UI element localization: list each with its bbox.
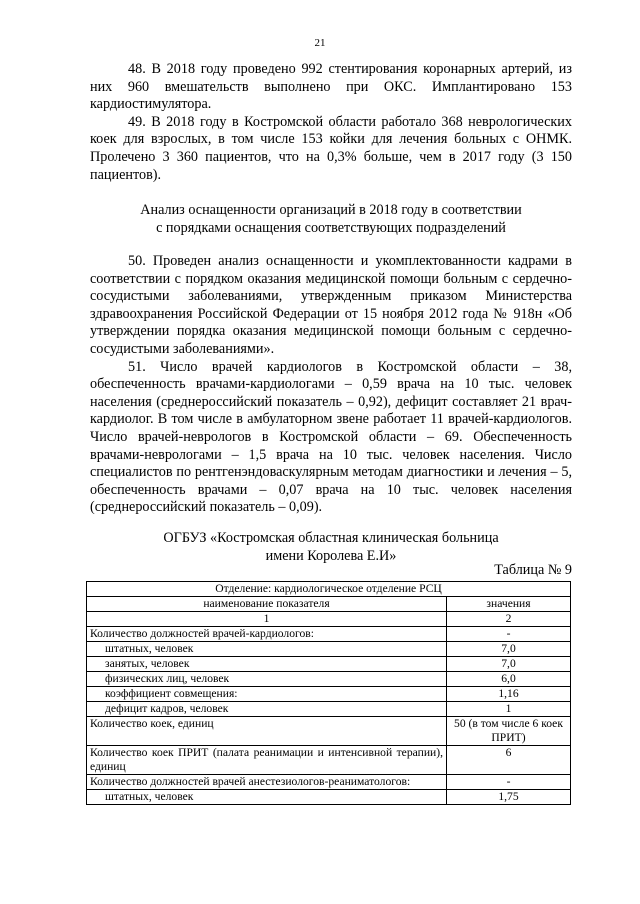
table-col1-header: наименование показателя: [87, 597, 447, 612]
paragraph-51: 51. Число врачей кардиологов в Костромской области – 38, обеспеченность врачами-кардиологами – 0,59 врача на 10 тыс. человек населения (среднероссийский показатель – 0,92), дефицит составляет 21 врач-кардиолог. В том числе в амбулаторном звене работает 11 врачей-кардиологов. Число врачей-неврологов в Костромской области – 69. Обеспеченность врачами-неврологами – 1,5 врача на 10 тыс. человек населения. Число специалистов по рентгенэндоваскулярным методам диагностики и лечения – 5, обеспеченность врачами – 0,07 врача на 10 тыс. человек населения (среднероссийский показатель – 0,09).: [90, 358, 572, 516]
paragraph-48: 48. В 2018 году проведено 992 стентирования коронарных артерий, из них 960 вмешательств выполнено при ОКС. Имплантировано 153 кардиостимулятора.: [90, 61, 572, 113]
table-row-label: коэффициент совмещения:: [87, 687, 447, 702]
org-title-line-2: имени Королева Е.И»: [265, 547, 397, 564]
table-row-label: штатных, человек: [87, 790, 447, 805]
data-table: [86, 581, 571, 805]
table-row: [87, 775, 571, 790]
text-block-mid: [90, 253, 572, 517]
table-row-value: 7,0: [447, 657, 571, 672]
table-row-label: Количество должностей врачей анестезиологов-реаниматологов:: [87, 775, 447, 790]
table-row-value: 6: [447, 746, 571, 775]
table-row-value: 1: [447, 702, 571, 717]
table-row-value: 50 (в том числе 6 коек ПРИТ): [447, 717, 571, 746]
text-block-top: [90, 61, 572, 184]
org-title: [90, 530, 572, 565]
table-row: [87, 642, 571, 657]
table-number: Таблица № 9: [494, 562, 572, 578]
table-row: [87, 746, 571, 775]
table-row: [87, 717, 571, 746]
paragraph-49: 49. В 2018 году в Костромской области работало 368 неврологических коек для взрослых, в том числе 153 койки для лечения больных с ОНМК. Пролечено 3 360 пациентов, что на 0,3% больше, чем в 2017 году (3 150 пациентов).: [90, 113, 572, 183]
table-row-label: дефицит кадров, человек: [87, 702, 447, 717]
table-row: [87, 702, 571, 717]
table-row: [87, 627, 571, 642]
table-row-label: физических лиц, человек: [87, 672, 447, 687]
section-title-line-2: с порядками оснащения соответствующих подразделений: [156, 219, 506, 236]
table-row-value: 7,0: [447, 642, 571, 657]
table-row-label: Количество коек ПРИТ (палата реанимации и интенсивной терапии), единиц: [87, 746, 447, 775]
table-number-row: [87, 612, 571, 627]
table-row: [87, 657, 571, 672]
page-number: 21: [314, 37, 326, 49]
paragraph-50: 50. Проведен анализ оснащенности и укомплектованности кадрами в соответствии с порядком оказания медицинской помощи больным с сердечно-сосудистыми заболеваниями, утвержденным приказом Министерства здравоохранения Российской Федерации от 15 ноября 2012 года № 918н «Об утверждении порядка оказания медицинской помощи больным с сердечно-сосудистыми заболеваниями».: [90, 253, 572, 357]
table-header-row: [87, 597, 571, 612]
section-title-line-1: Анализ оснащенности организаций в 2018 году в соответствии: [140, 202, 522, 218]
table-row-value: 1,75: [447, 790, 571, 805]
table-row-value: 1,16: [447, 687, 571, 702]
table-department-row: [87, 582, 571, 597]
table-row-label: штатных, человек: [87, 642, 447, 657]
table-row-value: 6,0: [447, 672, 571, 687]
table-row-value: -: [447, 775, 571, 790]
section-title: [90, 202, 572, 237]
table-department: Отделение: кардиологическое отделение РСЦ: [87, 582, 571, 597]
table-row-label: занятых, человек: [87, 657, 447, 672]
table-row: [87, 790, 571, 805]
table-row-label: Количество должностей врачей-кардиологов:: [87, 627, 447, 642]
org-title-line-1: ОГБУЗ «Костромская областная клиническая больница: [163, 530, 499, 546]
table-row-value: -: [447, 627, 571, 642]
table-col2-num: 2: [447, 612, 571, 627]
table-col1-num: 1: [87, 612, 447, 627]
table-row: [87, 687, 571, 702]
table-row-label: Количество коек, единиц: [87, 717, 447, 746]
table-row: [87, 672, 571, 687]
table-col2-header: значения: [447, 597, 571, 612]
